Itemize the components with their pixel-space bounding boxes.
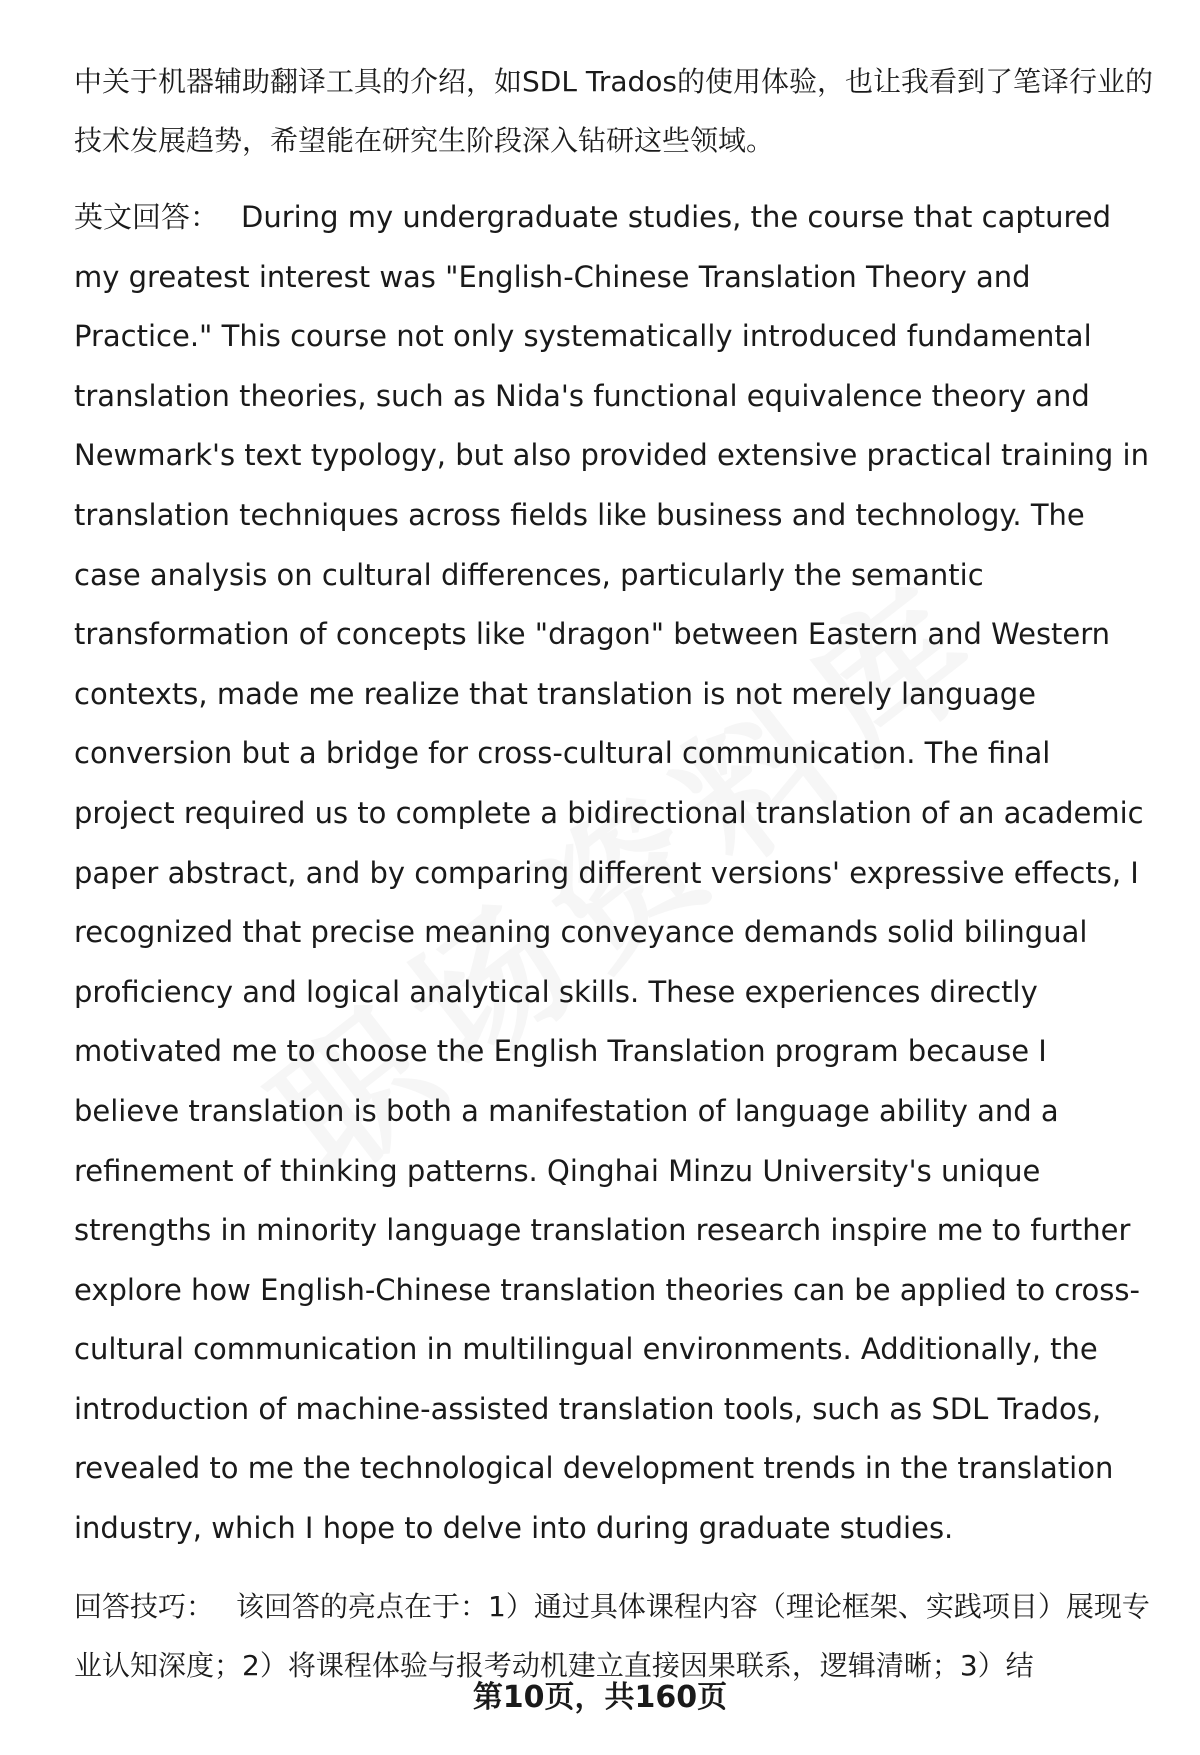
tips-text: 该回答的亮点在于：1）通过具体课程内容（理论框架、实践项目）展现专业认知深度；2）将课程体验与报考动机建立直接因果联系，逻辑清晰；3）结	[74, 1589, 1150, 1682]
english-answer-label: 英文回答：	[74, 200, 220, 234]
english-answer-text: During my undergraduate studies, the course that captured my greatest interest was "English-Chinese Translation Theory and Practice." This course not only systematically introduced fundamental translation theories, such as Nida's functional equivalence theory and Newmark's text typology, but also provided extensive practical training in translation techniques across fields like business and technology. The case analysis on cultural differences, particularly the semantic transformation of concepts like "dragon" between Eastern and Western contexts, made me realize that translation is not merely language conversion but a bridge for cross-cultural communication. The final project required us to complete a bidirectional translation of an academic paper abstract, and by comparing different versions' expressive effects, I recognized that precise meaning conveyance demands solid bilingual proficiency and logical analytical skills. These experiences directly motivated me to choose the English Translation program because I believe translation is both a manifestation of language ability and a refinement of thinking patterns. Qinghai Minzu University's unique strengths in minority language translation research inspire me to further explore how English-Chinese translation theories can be applied to cross-cultural communication in multilingual environments. Additionally, the introduction of machine-assisted translation tools, such as SDL Trados, revealed to me the technological development trends in the translation industry, which I hope to delve into during graduate studies.	[74, 200, 1149, 1546]
intro-paragraph-text: 中关于机器辅助翻译工具的介绍，如SDL Trados的使用体验，也让我看到了笔译行业的技术发展趋势，希望能在研究生阶段深入钻研这些领域。	[74, 65, 1153, 157]
intro-paragraph	[74, 52, 1154, 170]
english-answer-paragraph	[74, 188, 1154, 1559]
tips-label: 回答技巧：	[74, 1589, 215, 1623]
document-body	[74, 52, 1154, 1695]
page-indicator: 第10页，共160页	[472, 1680, 728, 1715]
